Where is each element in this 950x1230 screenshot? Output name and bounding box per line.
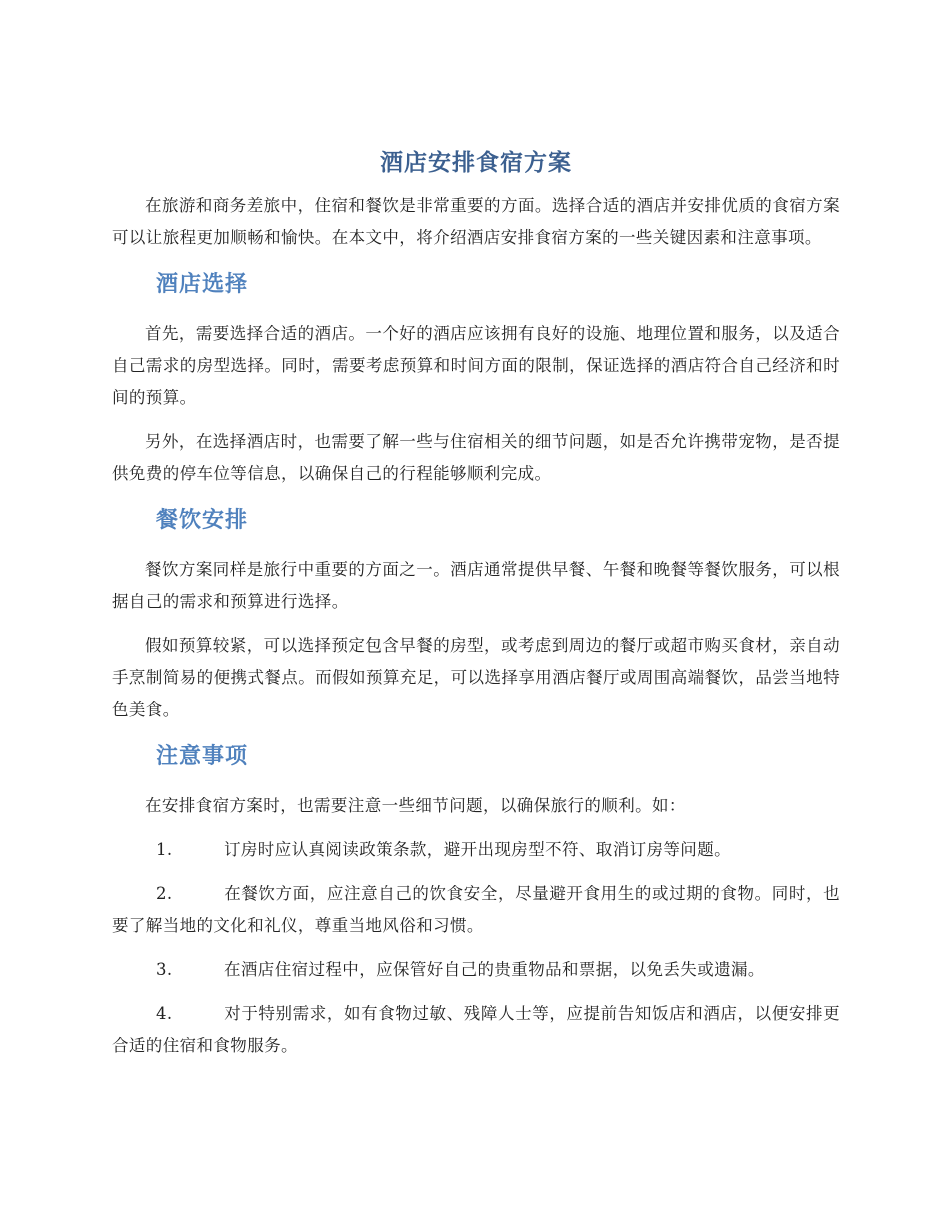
document-title: 酒店安排食宿方案	[380, 150, 572, 176]
dining-paragraph-1: 餐饮方案同样是旅行中重要的方面之一。酒店通常提供早餐、午餐和晚餐等餐饮服务，可以根据自己的需求和预算进行选择。	[112, 560, 840, 611]
intro-paragraph: 在旅游和商务差旅中，住宿和餐饮是非常重要的方面。选择合适的酒店并安排优质的食宿方案可以让旅程更加顺畅和愉快。在本文中，将介绍酒店安排食宿方案的一些关键因素和注意事项。	[112, 196, 840, 247]
section-heading-hotel-selection: 酒店选择	[156, 272, 249, 297]
list-item-text: 对于特别需求，如有食物过敏、残障人士等，应提前告知饭店和酒店，以便安排更合适的住宿和食物服务。	[112, 1004, 840, 1055]
list-item-text: 在餐饮方面，应注意自己的饮食安全，尽量避开食用生的或过期的食物。同时，也要了解当地的文化和礼仪，尊重当地风俗和习惯。	[112, 884, 840, 935]
list-item-text: 订房时应认真阅读政策条款，避开出现房型不符、取消订房等问题。	[224, 840, 731, 859]
dining-paragraph-2: 假如预算较紧，可以选择预定包含早餐的房型，或考虑到周边的餐厅或超市购买食材，亲自动手烹制简易的便携式餐点。而假如预算充足，可以选择享用酒店餐厅或周围高端餐饮，品尝当地特色美食。	[112, 636, 840, 719]
numbered-list-item	[112, 834, 840, 866]
numbered-list-item	[112, 998, 840, 1062]
numbered-list-item	[112, 878, 840, 942]
list-item-text: 在酒店住宿过程中，应保管好自己的贵重物品和票据，以免丢失或遗漏。	[224, 960, 765, 979]
document-page	[112, 146, 840, 1062]
notes-intro-paragraph: 在安排食宿方案时，也需要注意一些细节问题，以确保旅行的顺利。如：	[145, 796, 686, 815]
section-heading-dining-arrangement: 餐饮安排	[156, 508, 249, 533]
section-heading-notes: 注意事项	[156, 744, 249, 769]
list-item-number: 3.	[156, 960, 173, 979]
list-item-number: 1.	[156, 840, 173, 859]
numbered-list-item	[112, 954, 840, 986]
list-item-number: 2.	[156, 884, 173, 903]
list-item-number: 4.	[156, 1004, 173, 1023]
hotel-selection-paragraph-2: 另外，在选择酒店时，也需要了解一些与住宿相关的细节问题，如是否允许携带宠物，是否提供免费的停车位等信息，以确保自己的行程能够顺利完成。	[112, 432, 840, 483]
hotel-selection-paragraph-1: 首先，需要选择合适的酒店。一个好的酒店应该拥有良好的设施、地理位置和服务，以及适合自己需求的房型选择。同时，需要考虑预算和时间方面的限制，保证选择的酒店符合自己经济和时间的预算。	[112, 324, 840, 407]
